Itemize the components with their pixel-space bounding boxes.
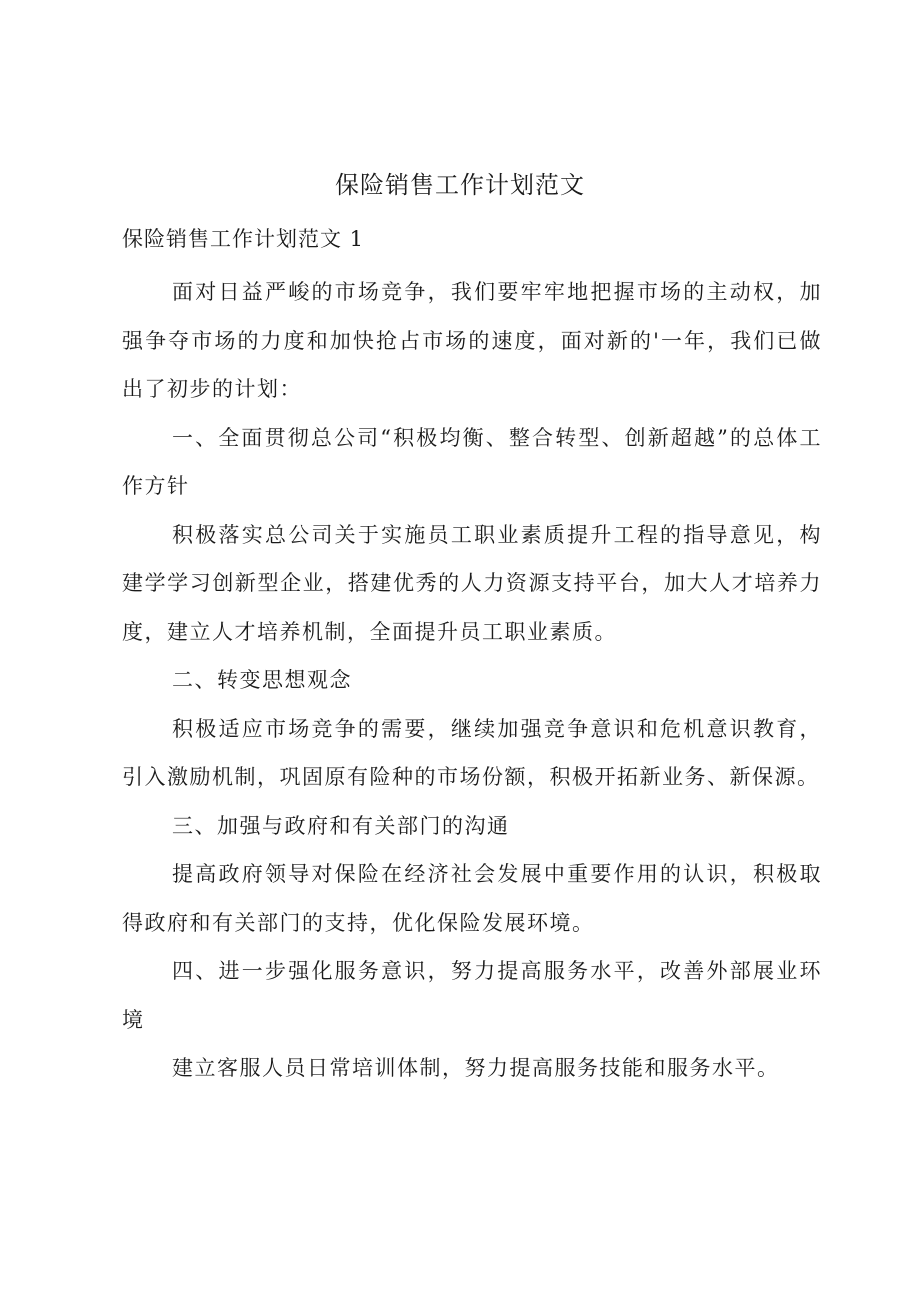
paragraph: 建立客服人员日常培训体制，努力提高服务技能和服务水平。 bbox=[172, 1056, 780, 1080]
section-heading: 四、进一步强化服务意识，努力提高服务水平，改善外部展业环境 bbox=[122, 959, 822, 1032]
section-heading: 二、转变思想观念 bbox=[172, 668, 352, 692]
paragraph: 积极适应市场竞争的需要，继续加强竞争意识和危机意识教育，引入激励机制，巩固原有险种的市场份额，积极开拓新业务、新保源。 bbox=[122, 716, 822, 789]
document-subtitle: 保险销售工作计划范文 1 bbox=[122, 227, 365, 251]
paragraph: 提高政府领导对保险在经济社会发展中重要作用的认识，积极取得政府和有关部门的支持，优化保险发展环境。 bbox=[122, 862, 822, 935]
document-body bbox=[122, 268, 822, 1093]
paragraph: 面对日益严峻的市场竞争，我们要牢牢地把握市场的主动权，加强争夺市场的力度和加快抢占市场的速度，面对新的'一年，我们已做出了初步的计划： bbox=[122, 280, 822, 401]
document-title: 保险销售工作计划范文 bbox=[335, 171, 585, 199]
paragraph: 积极落实总公司关于实施员工职业素质提升工程的指导意见，构建学学习创新型企业，搭建优秀的人力资源支持平台，加大人才培养力度，建立人才培养机制，全面提升员工职业素质。 bbox=[122, 522, 822, 644]
section-heading: 一、全面贯彻总公司“积极均衡、整合转型、创新超越”的总体工作方针 bbox=[122, 425, 822, 498]
section-heading: 三、加强与政府和有关部门的沟通 bbox=[172, 813, 510, 838]
